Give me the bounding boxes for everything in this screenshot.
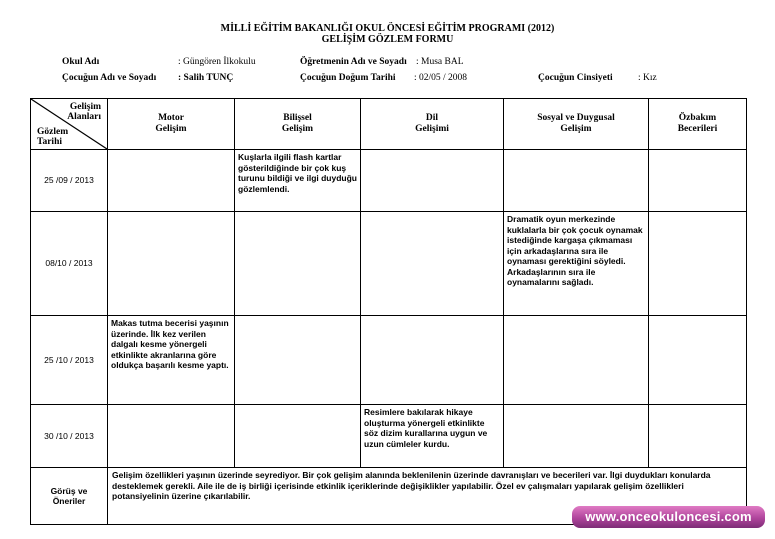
row-date: 30 /10 / 2013 [31, 405, 108, 468]
form-title: MİLLİ EĞİTİM BAKANLIĞI OKUL ÖNCESİ EĞİTİM PROGRAMI (2012) [220, 23, 555, 34]
cell-motor [108, 150, 235, 212]
observation-table [30, 98, 747, 525]
table-row [31, 150, 747, 212]
cell-sosyal [504, 405, 649, 468]
cinsiyet-value: : Kız [638, 73, 657, 83]
cell-ozbakim [649, 212, 747, 316]
okul-label: Okul Adı [62, 57, 100, 67]
column-header-ozbakim: Özbakım Becerileri [649, 99, 747, 150]
row-date: 25 /10 / 2013 [31, 316, 108, 405]
gorus-text: Gelişim özellikleri yaşının üzerinde seyrediyor. Bir çok gelişim alanında beklenilenin üzerinde davranışları ve becerileri var. İlgi duydukları konularda desteklemek gerekli. Aile ile de iş birliği içerisinde etkinlik içeriklerinde değişiklikler yapılabilir. Özel ev çalışmaları yapılarak gelişim özellikleri potansiyelinin üzerine çıkarılabilir. [108, 468, 747, 525]
dogum-value: : 02/05 / 2008 [414, 73, 468, 83]
cinsiyet-label: Çocuğun Cinsiyeti [538, 73, 613, 83]
cocuk-label: Çocuğun Adı ve Soyadı [62, 73, 157, 83]
cell-ozbakim [649, 405, 747, 468]
gorus-label: Görüş ve Öneriler [31, 468, 108, 525]
ogretmen-label: Öğretmenin Adı ve Soyadı [300, 57, 407, 67]
table-row [31, 316, 747, 405]
cell-sosyal [504, 316, 649, 405]
ogretmen-value: : Musa BAL [416, 57, 464, 67]
column-header-motor: Motor Gelişim [108, 99, 235, 150]
column-header-bilissel: Bilişsel Gelişim [235, 99, 361, 150]
cell-motor [108, 212, 235, 316]
cell-dil: Resimlere bakılarak hikaye oluşturma yönergeli etkinlikte söz dizim kurallarına uygun ve uzun cümleler kurdu. [361, 405, 504, 468]
dogum-label: Çocuğun Doğum Tarihi [300, 73, 396, 83]
form-subtitle: GELİŞİM GÖZLEM FORMU [321, 34, 454, 45]
cell-sosyal [504, 150, 649, 212]
corner-top-label: Gelişim Alanları [67, 102, 101, 122]
column-header-dil: Dil Gelişimi [361, 99, 504, 150]
cell-dil [361, 212, 504, 316]
table-row [31, 212, 747, 316]
cell-bilissel [235, 212, 361, 316]
table-header-row [31, 99, 747, 150]
cell-bilissel: Kuşlarla ilgili flash kartlar gösterildiğinde bir çok kuş turunu bildiği ve ilgi duyduğu gözlemlendi. [235, 150, 361, 212]
table-row [31, 405, 747, 468]
corner-bottom-label: Gözlem Tarihi [37, 127, 69, 147]
column-header-sosyal: Sosyal ve Duygusal Gelişim [504, 99, 649, 150]
cell-bilissel [235, 316, 361, 405]
cell-dil [361, 316, 504, 405]
row-date: 08/10 / 2013 [31, 212, 108, 316]
cell-sosyal: Dramatik oyun merkezinde kuklalarla bir çok çocuk oynamak istediğinde kargaşa çıkmaması için arkadaşlarına sıra ile oynaması gerektiğini söyledi. Arkadaşlarının sıra ile oynamalarını sağladı. [504, 212, 649, 316]
row-date: 25 /09 / 2013 [31, 150, 108, 212]
cell-bilissel [235, 405, 361, 468]
site-watermark: www.onceokuloncesi.com [572, 506, 765, 528]
cell-ozbakim [649, 150, 747, 212]
cell-dil [361, 150, 504, 212]
cell-motor: Makas tutma becerisi yaşının üzerinde. İlk kez verilen dalgalı kesme yönergeli etkinlikte akranlarına göre oldukça başarılı kesme yaptı. [108, 316, 235, 405]
okul-value: : Güngören İlkokulu [178, 57, 256, 67]
cell-ozbakim [649, 316, 747, 405]
corner-header [31, 99, 108, 150]
cell-motor [108, 405, 235, 468]
cocuk-value: : Salih TUNÇ [178, 73, 234, 83]
